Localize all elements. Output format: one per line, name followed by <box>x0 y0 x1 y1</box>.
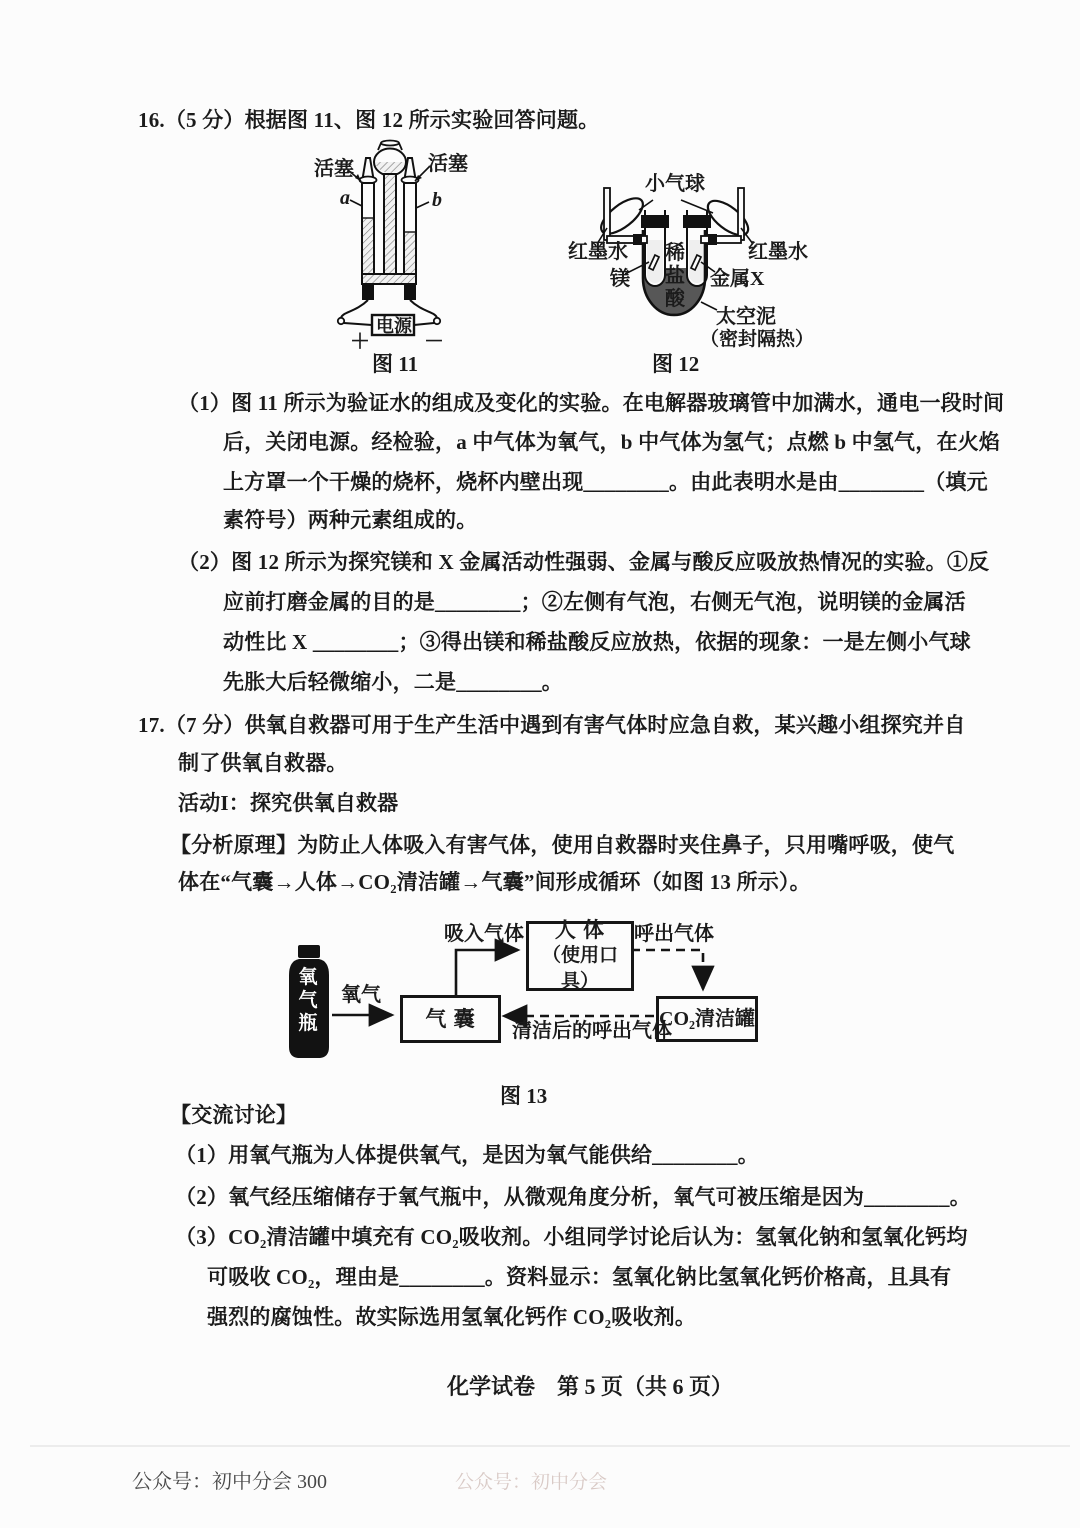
fig13-caption: 图 13 <box>500 1084 548 1108</box>
fig12-red-ink-right-label: 红墨水 <box>748 241 808 263</box>
fig12-caption: 图 12 <box>652 352 700 376</box>
q17-discussion-item-2: （2）氧气经压缩储存于氧气瓶中，从微观角度分析，氧气可被压缩是因为________。 <box>175 1185 971 1209</box>
q16-item1-line-2: 后，关闭电源。经检验，a 中气体为氧气，b 中气体为氢气；点燃 b 中氢气，在火焰 <box>223 430 1001 454</box>
fig11-caption: 图 11 <box>372 352 419 376</box>
fig13-airbag-label: 气 囊 <box>425 1007 476 1031</box>
fig13-human-label: 人 体 <box>554 918 606 942</box>
q17-line-2: 制了供氧自救器。 <box>178 751 348 775</box>
fig11-minus-terminal: － <box>424 331 444 353</box>
fig13-inhale-arrow-label: 吸入气体 <box>444 923 524 945</box>
fig12-acid-label: 稀盐酸 <box>665 242 685 310</box>
footer-watermark: 公众号：初中分会 <box>455 1472 608 1493</box>
q16-item2-line-2: 应前打磨金属的目的是________；②左侧有气泡，右侧无气泡，说明镁的金属活 <box>223 590 966 614</box>
q17-discussion-item-3-line-1: （3）CO₂清洁罐中填充有 CO₂吸收剂。小组同学讨论后认为：氢氧化钠和氢氧化钙均 <box>175 1225 968 1249</box>
q17-discussion-item-1: （1）用氧气瓶为人体提供氧气，是因为氧气能供给________。 <box>175 1143 759 1167</box>
q16-item1-line-4: 素符号）两种元素组成的。 <box>223 508 478 532</box>
fig11-plus-terminal: ＋ <box>350 331 370 353</box>
q17-line-1: 17.（7 分）供氧自救器可用于生产生活中遇到有害气体时应急自救，某兴趣小组探究并自 <box>138 713 966 737</box>
fig11-tube-a-label: a <box>340 187 350 209</box>
fig13-exhale-arrow-label: 呼出气体 <box>634 923 714 945</box>
fig13-co2-canister-label: CO₂清洁罐 <box>659 1008 755 1030</box>
fig13-airbag-box <box>400 995 501 1043</box>
fig11-valve-right-label: 活塞 <box>428 153 468 175</box>
fig12-clay-note-label: （密封隔热） <box>700 329 815 350</box>
q17-principle-line-2: 体在“气囊→人体→CO₂清洁罐→气囊”间形成循环（如图 13 所示）。 <box>178 870 811 894</box>
fig12-clay-label: 太空泥 <box>716 306 776 328</box>
q16-item2-line-4: 先胀大后轻微缩小，二是________。 <box>223 670 563 694</box>
q17-discussion-item-3-line-2: 可吸收 CO₂，理由是________。资料显示：氢氧化钠比氢氧化钙价格高，且具有 <box>207 1265 952 1289</box>
fig12-balloon-label: 小气球 <box>645 173 705 195</box>
fig12-metal-x-label: 金属X <box>710 268 765 290</box>
q16-item1-line-1: （1）图 11 所示为验证水的组成及变化的实验。在电解器玻璃管中加满水，通电一段时间 <box>178 391 1005 415</box>
fig12-red-ink-left-label: 红墨水 <box>568 241 628 263</box>
fig11-valve-left-label: 活塞 <box>314 158 354 180</box>
fig13-cleaned-gas-label: 清洁后的呼出气体 <box>512 1020 672 1042</box>
footer-account-label: 公众号：初中分会 300 <box>132 1471 327 1493</box>
q16-item2-line-1: （2）图 12 所示为探究镁和 X 金属活动性强弱、金属与酸反应吸放热情况的实验。①反 <box>178 550 990 574</box>
fig13-oxygen-arrow-label: 氧气 <box>341 984 381 1006</box>
fig13-human-box <box>526 918 634 992</box>
footer-divider <box>30 1445 1070 1447</box>
q17-discussion-item-3-line-3: 强烈的腐蚀性。故实际选用氢氧化钙作 CO₂吸收剂。 <box>207 1305 697 1329</box>
fig11-tube-b-label: b <box>432 189 442 211</box>
fig13-bottle-label: 氧气瓶 <box>298 967 318 1034</box>
q16-header: 16.（5 分）根据图 11、图 12 所示实验回答问题。 <box>138 108 600 132</box>
q16-item2-line-3: 动性比 X ________；③得出镁和稀盐酸反应放热，依据的现象：一是左侧小气球 <box>223 630 971 654</box>
q17-discussion-heading: 【交流讨论】 <box>170 1103 298 1127</box>
q16-item1-line-3: 上方罩一个干燥的烧杯，烧杯内壁出现________。由此表明水是由________（填元 <box>223 470 988 494</box>
page-number-label: 化学试卷 第 5 页（共 6 页） <box>447 1374 734 1399</box>
fig13-mouthpiece-label: （使用口具） <box>541 945 618 992</box>
fig11-power-label: 电源 <box>376 316 412 336</box>
fig12-magnesium-label: 镁 <box>610 268 630 290</box>
q17-activity-heading: 活动I：探究供氧自救器 <box>178 791 399 815</box>
q17-principle-line-1: 【分析原理】为防止人体吸入有害气体，使用自救器时夹住鼻子，只用嘴呼吸，使气 <box>170 833 955 857</box>
